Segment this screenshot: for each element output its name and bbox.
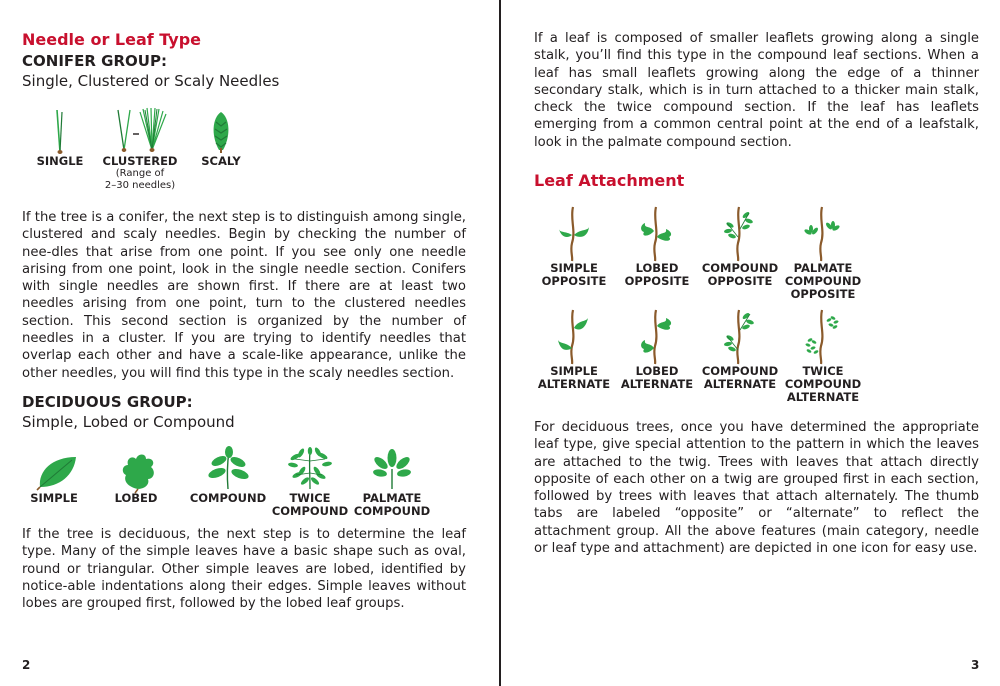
lobed-leaf-icon [118,451,158,493]
page-number-left: 2 [22,658,31,672]
needle-leaf-type-heading: Needle or Leaf Type [22,30,202,49]
lobed-alternate-label: LOBED ALTERNATE [620,364,694,391]
page-number-right: 3 [971,658,980,672]
scaly-label: SCALY [201,154,241,168]
simple-alternate-label: SIMPLE ALTERNATE [537,364,611,391]
left-page [0,0,499,686]
twice-compound-alternate-label: TWICE COMPOUND ALTERNATE [784,364,862,404]
twice-compound-label: TWICE COMPOUND [271,491,349,518]
intro-paragraph: If a leaf is composed of smaller leaflets growing along a single stalk, you’ll find this type in the compound leaf sections. When a leaf has small leaflets growing along the edge of a thinner secondary stalk, which is in turn attached to a thicker main stalk, check the twice compound section. If the leaf has leaflets emerging from a common central point at the end of a leafstalk, look in the palmate compound section. [534,31,979,150]
conifer-paragraph: If the tree is a conifer, the next step is to distinguish among single, clustered and scaly needles. Begin by checking the number of nee-dles that arise from one point. If you see only one needle arising from one point, look in the single needle section. Conifers with single needles are shown first. If there are at least two needles arising from one point, turn to the clustered needles section. This second section is organized by the number of needles in a cluster. If you are trying to identify needles that overlap each other and have a scale-like appearance, unlike the other needles, you will find this type in the scaly needles section. [22,210,466,381]
compound-opposite-label: COMPOUND OPPOSITE [701,261,779,288]
clustered-note: (Range of 2–30 needles) [104,168,176,191]
palmate-compound-opposite-icon [805,205,841,261]
leaf-attachment-heading: Leaf Attachment [534,171,685,190]
clustered-label: CLUSTERED [102,154,178,168]
palmate-compound-label: PALMATE COMPOUND [353,491,431,518]
compound-leaf-icon [205,447,251,491]
compound-label: COMPOUND [189,491,267,505]
simple-alternate-icon [556,308,592,364]
attachment-paragraph: For deciduous trees, once you have determined the appropriate leaf type, give special attention to the pattern in which the leaves are attached to the twig. Trees with leaves that attach directly opposite of each other on a twig are grouped first in each section, followed by trees with leaves that attach alternately. The thumb tabs are labeled “opposite” or “alternate” to reflect the attachment group. All the above features (main category, needle or leaf type and attachment) are depicted in one icon for easy use. [534,420,979,557]
twice-compound-leaf-icon [285,447,335,491]
lobed-alternate-icon [639,308,675,364]
scaly-needles-icon [206,110,236,154]
deciduous-group-title: DECIDUOUS GROUP: [22,393,193,411]
deciduous-group-subtitle: Simple, Lobed or Compound [22,413,235,431]
compound-alternate-label: COMPOUND ALTERNATE [701,364,779,391]
conifer-group-title: CONIFER GROUP: [22,52,167,70]
compound-opposite-icon [722,205,758,261]
palmate-compound-opposite-label: PALMATE COMPOUND OPPOSITE [784,261,862,301]
twice-compound-alternate-icon [805,308,841,364]
lobed-opposite-icon [639,205,675,261]
right-page [501,0,1000,686]
lobed-label: LOBED [114,491,158,505]
clustered-needles-icon [112,106,170,156]
simple-opposite-icon [556,205,592,261]
simple-label: SIMPLE [30,491,78,505]
palmate-compound-leaf-icon [371,449,413,491]
single-needle-icon [40,106,80,156]
simple-leaf-icon [34,451,80,491]
lobed-opposite-label: LOBED OPPOSITE [624,261,690,288]
simple-opposite-label: SIMPLE OPPOSITE [541,261,607,288]
compound-alternate-icon [722,308,758,364]
single-label: SINGLE [36,154,84,168]
deciduous-paragraph: If the tree is deciduous, the next step is to determine the leaf type. Many of the simple leaves have a basic shape such as oval, round or triangular. Other simple leaves are lobed, identified by notice-able indentations along their edges. Simple leaves without lobes are grouped first, followed by the lobed leaf groups. [22,527,466,612]
conifer-group-subtitle: Single, Clustered or Scaly Needles [22,72,280,90]
